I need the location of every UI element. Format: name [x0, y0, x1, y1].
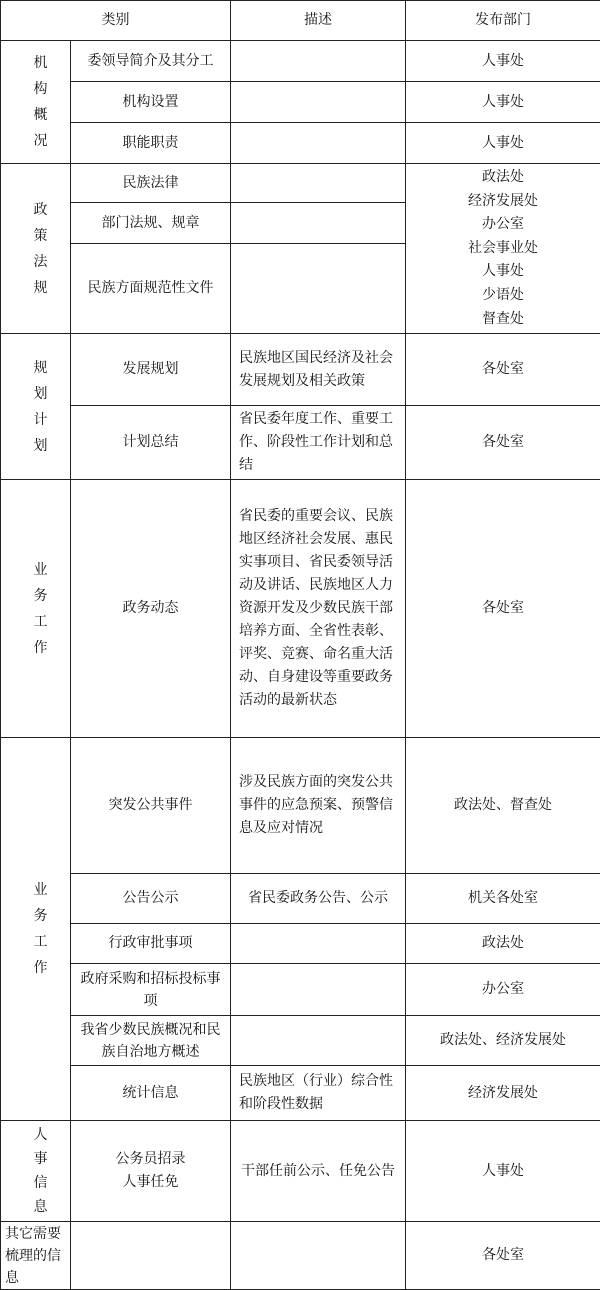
description-cell: 干部任前公示、任免公告 — [231, 1121, 406, 1222]
description-cell — [231, 41, 406, 82]
description-cell — [231, 1222, 406, 1290]
table-row — [1, 123, 600, 164]
table-row — [1, 1222, 600, 1290]
publisher-item: 经济发展处 — [412, 190, 594, 214]
item-line: 人事任免 — [77, 1171, 224, 1194]
table-row — [1, 924, 600, 964]
category-work-1: 业务工作 — [1, 480, 71, 738]
publisher-cell: 机关各处室 — [406, 874, 600, 924]
publisher-cell: 人事处 — [406, 1121, 600, 1222]
publisher-cell: 各处室 — [406, 406, 600, 480]
publisher-item: 少语处 — [412, 284, 594, 308]
table-row — [1, 738, 600, 874]
category-org: 机构概况 — [1, 41, 71, 164]
publisher-cell: 各处室 — [406, 480, 600, 738]
description-cell — [231, 164, 406, 203]
item-line: 公务员招录 — [77, 1148, 224, 1171]
table-row — [1, 1066, 600, 1121]
table-row — [1, 1016, 600, 1066]
publisher-cell: 政法处 — [406, 924, 600, 964]
description-cell — [231, 1016, 406, 1066]
description-cell: 省民委年度工作、重要工作、阶段性工作计划和总结 — [231, 406, 406, 480]
item-cell: 统计信息 — [71, 1066, 231, 1121]
table-row — [1, 41, 600, 82]
description-cell: 民族地区（行业）综合性和阶段性数据 — [231, 1066, 406, 1121]
publisher-cell: 人事处 — [406, 41, 600, 82]
item-cell: 委领导简介及其分工 — [71, 41, 231, 82]
item-cell: 政府采购和招标投标事项 — [71, 964, 231, 1016]
category-other: 其它需要梳理的信息 — [1, 1222, 71, 1290]
item-cell: 政务动态 — [71, 480, 231, 738]
item-cell — [71, 1222, 231, 1290]
item-cell — [71, 1121, 231, 1222]
item-cell: 职能职责 — [71, 123, 231, 164]
description-cell: 民族地区国民经济及社会发展规划及相关政策 — [231, 334, 406, 406]
item-cell: 公告公示 — [71, 874, 231, 924]
item-cell: 民族法律 — [71, 164, 231, 203]
item-cell: 突发公共事件 — [71, 738, 231, 874]
item-cell: 部门法规、规章 — [71, 203, 231, 243]
table-row — [1, 480, 600, 738]
header-description: 描述 — [231, 1, 406, 41]
description-cell — [231, 82, 406, 123]
description-cell — [231, 243, 406, 333]
publisher-cell: 办公室 — [406, 964, 600, 1016]
category-work-2: 业务工作 — [1, 738, 71, 1121]
item-cell: 民族方面规范性文件 — [71, 243, 231, 333]
item-cell: 机构设置 — [71, 82, 231, 123]
publisher-cell: 经济发展处 — [406, 1066, 600, 1121]
publisher-item: 社会事业处 — [412, 237, 594, 261]
publisher-cell: 政法处、督查处 — [406, 738, 600, 874]
publisher-item: 督查处 — [412, 308, 594, 332]
item-cell: 我省少数民族概况和民族自治地方概述 — [71, 1016, 231, 1066]
table-row — [1, 82, 600, 123]
publisher-cell: 各处室 — [406, 334, 600, 406]
description-cell: 省民委的重要会议、民族地区经济社会发展、惠民实事项目、省民委领导活动及讲话、民族地区人力资源开发及少数民族干部培养方面、全省性表彰、评奖、竞赛、命名重大活动、自身建设等重要政务活动的最新状态 — [231, 480, 406, 738]
publisher-item: 政法处 — [412, 166, 594, 190]
category-plan: 规划计划 — [1, 334, 71, 480]
publisher-cell: 人事处 — [406, 82, 600, 123]
table-row — [1, 1121, 600, 1222]
table-row — [1, 406, 600, 480]
description-cell: 涉及民族方面的突发公共事件的应急预案、预警信息及应对情况 — [231, 738, 406, 874]
table-row — [1, 874, 600, 924]
item-cell: 行政审批事项 — [71, 924, 231, 964]
header-row — [1, 1, 600, 41]
item-cell: 发展规划 — [71, 334, 231, 406]
category-personnel: 人事信息 — [1, 1121, 71, 1222]
description-cell — [231, 123, 406, 164]
publisher-list-cell — [406, 164, 600, 334]
publisher-cell: 政法处、经济发展处 — [406, 1016, 600, 1066]
category-policy: 政策法规 — [1, 164, 71, 334]
description-cell — [231, 924, 406, 964]
table-row — [1, 964, 600, 1016]
publisher-item: 办公室 — [412, 213, 594, 237]
header-category: 类别 — [1, 1, 231, 41]
description-cell: 省民委政务公告、公示 — [231, 874, 406, 924]
publisher-cell: 人事处 — [406, 123, 600, 164]
table-row — [1, 164, 600, 203]
description-cell — [231, 203, 406, 243]
publisher-item: 人事处 — [412, 260, 594, 284]
description-cell — [231, 964, 406, 1016]
header-publisher: 发布部门 — [406, 1, 600, 41]
item-cell: 计划总结 — [71, 406, 231, 480]
publisher-cell: 各处室 — [406, 1222, 600, 1290]
table-row — [1, 334, 600, 406]
